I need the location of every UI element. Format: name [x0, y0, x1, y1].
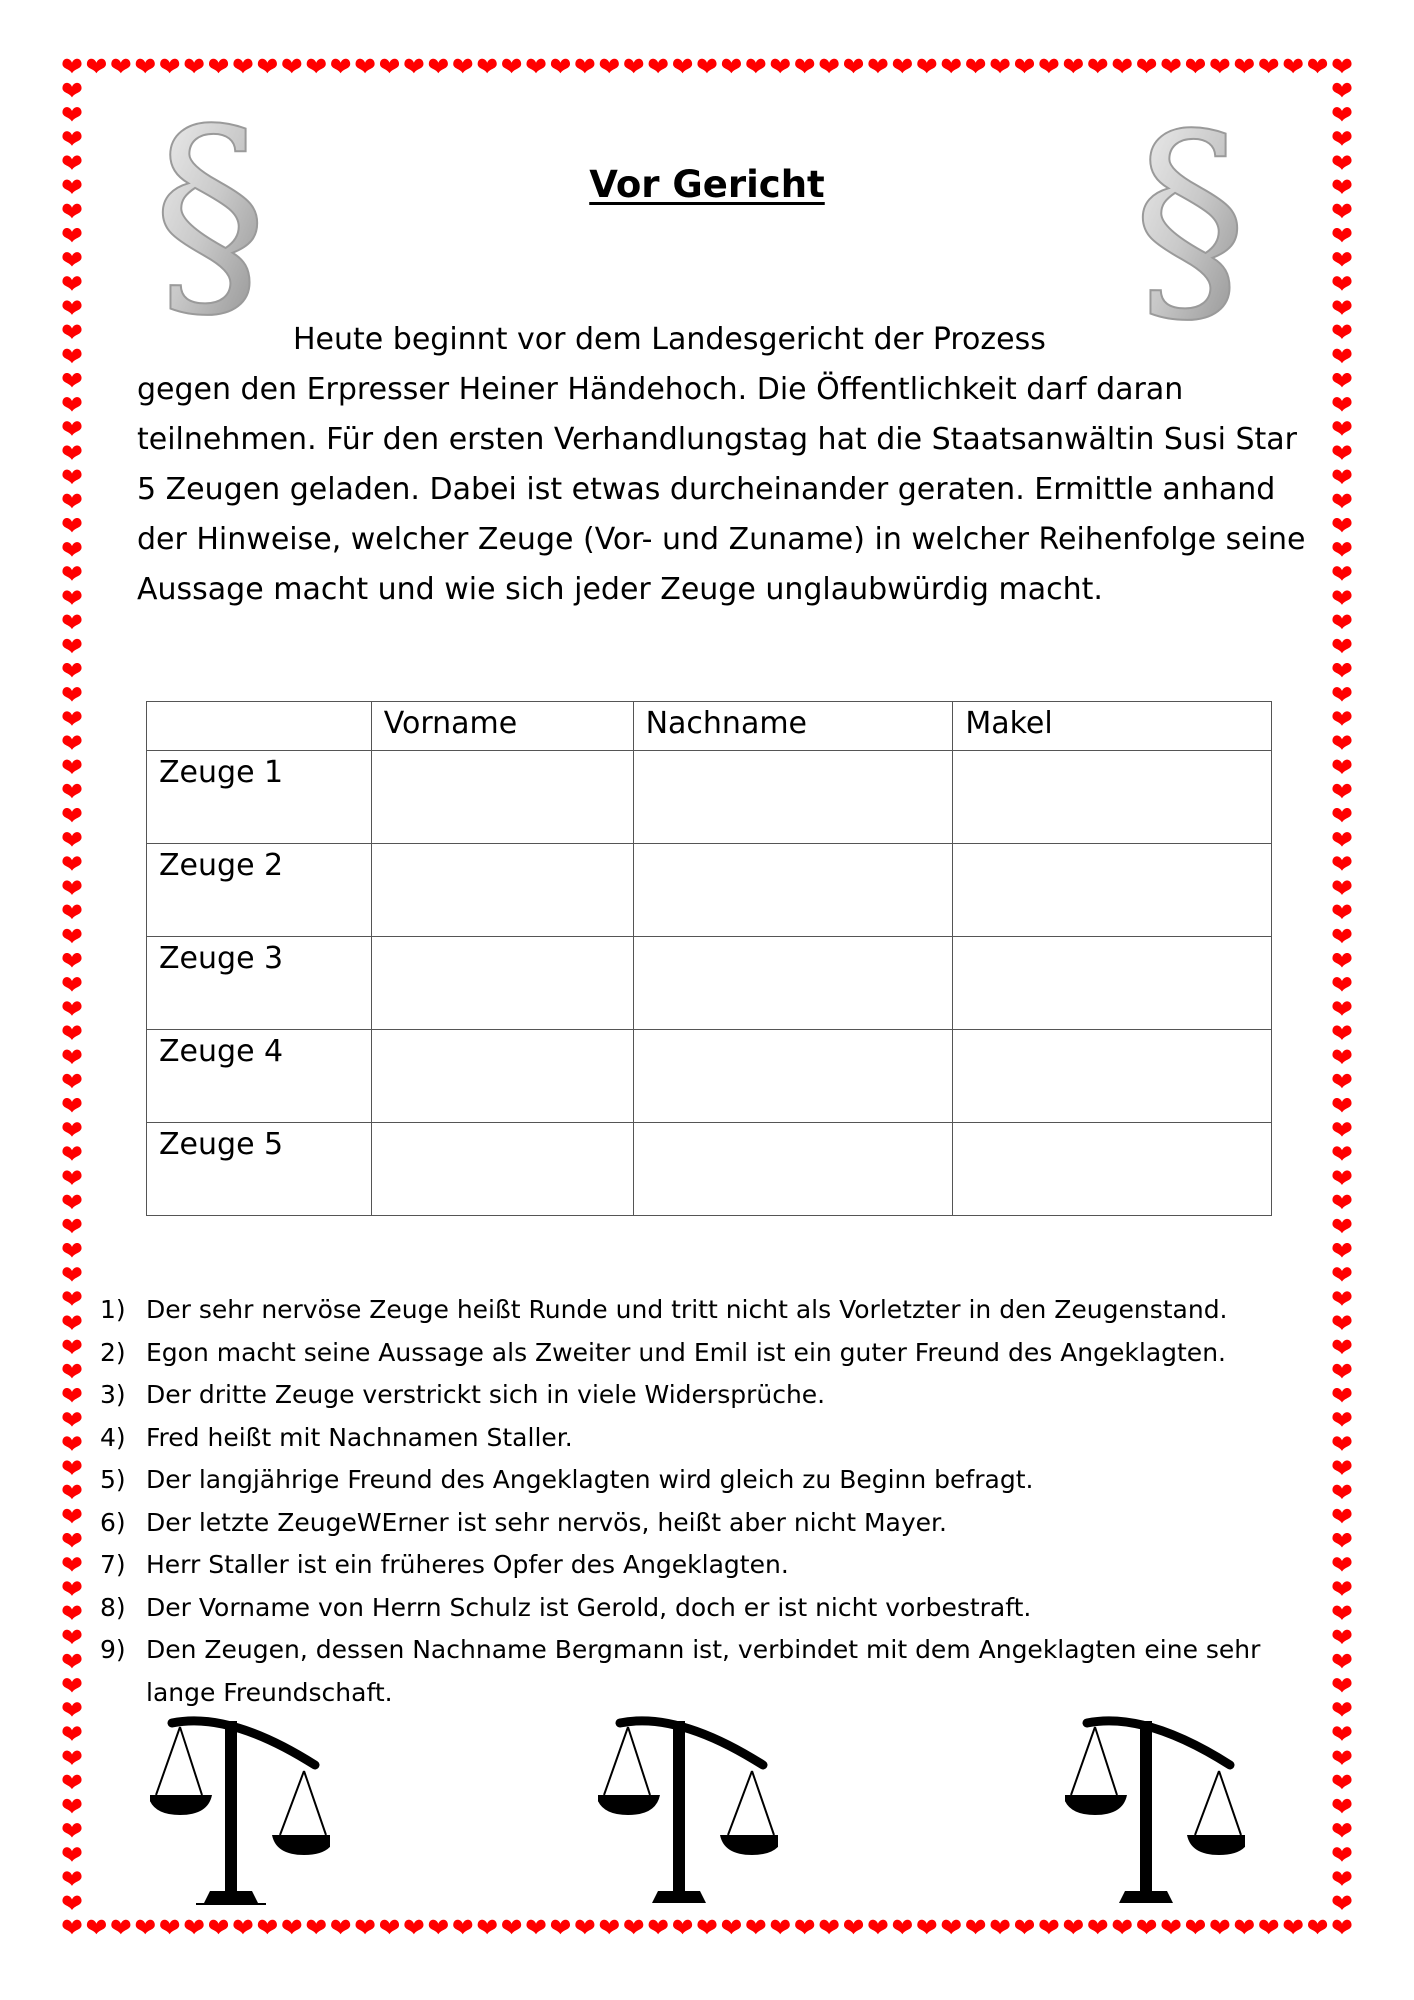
clue-number: 2): [100, 1337, 126, 1367]
clue-item: [100, 1502, 1320, 1545]
row-label: Zeuge 4: [147, 1030, 372, 1123]
scales-icon: [598, 1715, 778, 1905]
table-row: [147, 1030, 1272, 1123]
scales-icon: [1065, 1715, 1245, 1905]
page-title: Vor Gericht: [589, 163, 825, 206]
nachname-cell[interactable]: [633, 1123, 953, 1216]
clue-item: [100, 1544, 1320, 1587]
clue-number: 9): [100, 1635, 126, 1664]
vorname-cell[interactable]: [371, 937, 633, 1030]
vorname-cell[interactable]: [371, 1123, 633, 1216]
clue-item: [100, 1289, 1320, 1332]
vorname-cell[interactable]: [371, 1030, 633, 1123]
clue-item: [100, 1629, 1320, 1714]
makel-cell[interactable]: [953, 1030, 1272, 1123]
clue-text: Der Vorname von Herrn Schulz ist Gerold, doch er ist nicht vorbestraft.: [146, 1592, 1032, 1622]
table-header-row: [147, 702, 1272, 751]
nachname-cell[interactable]: [633, 751, 953, 844]
clue-number: 3): [100, 1380, 126, 1409]
header-makel: Makel: [953, 702, 1272, 751]
svg-text:§: §: [1132, 113, 1248, 333]
vorname-cell[interactable]: [371, 751, 633, 844]
clue-item: [100, 1587, 1320, 1630]
row-label: Zeuge 1: [147, 751, 372, 844]
clue-item: [100, 1374, 1320, 1417]
table-row: [147, 844, 1272, 937]
nachname-cell[interactable]: [633, 844, 953, 937]
makel-cell[interactable]: [953, 1123, 1272, 1216]
clue-text: Der dritte Zeuge verstrickt sich in viele Widersprüche.: [146, 1380, 826, 1409]
clue-text: Der letzte ZeugeWErner ist sehr nervös, heißt aber nicht Mayer.: [146, 1507, 947, 1537]
clue-number: 8): [100, 1592, 126, 1622]
paragraph-icon: [1130, 113, 1250, 333]
intro-paragraph: [137, 315, 1317, 615]
scales-icon: [150, 1715, 330, 1905]
clue-text: Fred heißt mit Nachnamen Staller.: [146, 1422, 573, 1452]
clue-number: 1): [100, 1295, 126, 1324]
clue-item: [100, 1417, 1320, 1460]
clue-list: [100, 1289, 1320, 1714]
nachname-cell[interactable]: [633, 1030, 953, 1123]
clue-number: 5): [100, 1465, 126, 1494]
intro-first-line: Heute beginnt vor dem Landesgericht der Prozess: [293, 322, 1046, 357]
paragraph-icon: [150, 108, 270, 328]
header-nachname: Nachname: [633, 702, 953, 751]
clue-text: Der sehr nervöse Zeuge heißt Runde und tritt nicht als Vorletzter in den Zeugenstand.: [146, 1295, 1228, 1324]
clue-text: Den Zeugen, dessen Nachname Bergmann ist, verbindet mit dem Angeklagten eine sehr lange Freundschaft.: [146, 1635, 1261, 1707]
makel-cell[interactable]: [953, 937, 1272, 1030]
nachname-cell[interactable]: [633, 937, 953, 1030]
vorname-cell[interactable]: [371, 844, 633, 937]
clue-item: [100, 1332, 1320, 1375]
makel-cell[interactable]: [953, 751, 1272, 844]
table-row: [147, 751, 1272, 844]
header-empty: [147, 702, 372, 751]
clue-item: [100, 1459, 1320, 1502]
witness-table: [146, 701, 1272, 1216]
svg-text:§: §: [152, 108, 268, 328]
clue-number: 4): [100, 1422, 126, 1452]
table-row: [147, 937, 1272, 1030]
clue-number: 6): [100, 1507, 126, 1537]
clue-text: Egon macht seine Aussage als Zweiter und Emil ist ein guter Freund des Angeklagten.: [146, 1337, 1226, 1367]
clue-text: Der langjährige Freund des Angeklagten wird gleich zu Beginn befragt.: [146, 1465, 1034, 1494]
header-vorname: Vorname: [371, 702, 633, 751]
row-label: Zeuge 3: [147, 937, 372, 1030]
table-row: [147, 1123, 1272, 1216]
clue-number: 7): [100, 1550, 126, 1579]
row-label: Zeuge 2: [147, 844, 372, 937]
makel-cell[interactable]: [953, 844, 1272, 937]
row-label: Zeuge 5: [147, 1123, 372, 1216]
intro-text: gegen den Erpresser Heiner Händehoch. Die Öffentlichkeit darf daran teilnehmen. Für den ersten Verhandlungstag hat die Staatsanwältin Susi Star 5 Zeugen geladen. Dabei ist etwas durcheinander geraten. Ermittle anhand der Hinweise, welcher Zeuge (Vor- und Zuname) in welcher Reihenfolge seine Aussage macht und wie sich jeder Zeuge unglaubwürdig macht.: [137, 372, 1306, 607]
clue-text: Herr Staller ist ein früheres Opfer des Angeklagten.: [146, 1550, 789, 1579]
